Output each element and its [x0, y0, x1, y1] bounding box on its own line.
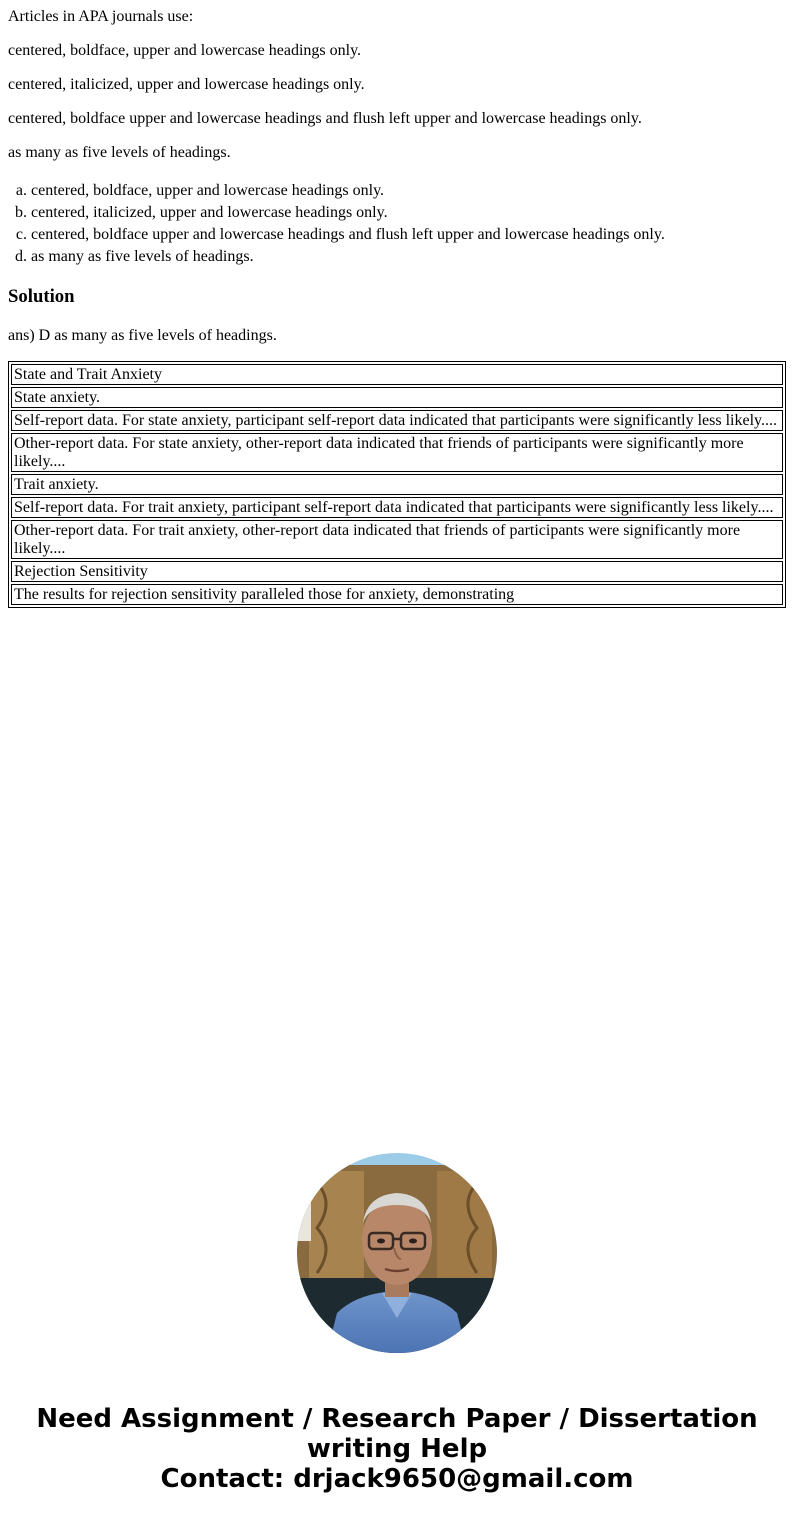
- table-row: [11, 433, 783, 472]
- table-cell: Self-report data. For state anxiety, participant self-report data indicated that participants were significantly less likely....: [11, 410, 783, 431]
- table-cell: Other-report data. For state anxiety, other-report data indicated that friends of participants were significantly more likely....: [11, 433, 783, 472]
- help-promo: [0, 1404, 794, 1494]
- table-cell: Self-report data. For trait anxiety, participant self-report data indicated that participants were significantly less likely....: [11, 497, 783, 518]
- table-cell: State and Trait Anxiety: [11, 364, 783, 385]
- choice-text-b: centered, italicized, upper and lowercase headings only.: [8, 76, 365, 93]
- list-item-d: d. as many as five levels of headings.: [31, 246, 665, 268]
- promo-contact: Contact: drjack9650@gmail.com: [160, 1464, 634, 1494]
- choice-text-a: centered, boldface, upper and lowercase headings only.: [8, 42, 362, 59]
- apa-heading-table: [8, 361, 786, 608]
- table-cell: The results for rejection sensitivity paralleled those for anxiety, demonstrating: [11, 584, 783, 605]
- list-item-a: a. centered, boldface, upper and lowercase headings only.: [31, 180, 665, 202]
- table-cell: Trait anxiety.: [11, 474, 783, 495]
- choice-list: [8, 180, 665, 268]
- choice-text-d: as many as five levels of headings.: [8, 144, 231, 161]
- promo-line-1: Need Assignment / Research Paper / Dissertation: [36, 1404, 758, 1434]
- table-row: [11, 387, 783, 408]
- table-row: [11, 520, 783, 559]
- question-prompt: Articles in APA journals use:: [8, 8, 194, 25]
- solution-answer: ans) D as many as five levels of headings.: [8, 327, 277, 344]
- solution-heading: Solution: [8, 286, 75, 307]
- author-avatar: [297, 1153, 497, 1353]
- list-item-c: c. centered, boldface upper and lowercase headings and flush left upper and lowercase headings only.: [31, 224, 665, 246]
- table-cell: Rejection Sensitivity: [11, 561, 783, 582]
- table-row: [11, 474, 783, 495]
- table-row: [11, 410, 783, 431]
- list-item-b: b. centered, italicized, upper and lowercase headings only.: [31, 202, 665, 224]
- table-row: [11, 561, 783, 582]
- table-row: [11, 497, 783, 518]
- table-row: [11, 364, 783, 385]
- promo-line-2: writing Help: [306, 1434, 488, 1464]
- table-row: [11, 584, 783, 605]
- table-cell: State anxiety.: [11, 387, 783, 408]
- choice-text-c: centered, boldface upper and lowercase headings and flush left upper and lowercase headings only.: [8, 110, 642, 127]
- table-cell: Other-report data. For trait anxiety, other-report data indicated that friends of participants were significantly more likely....: [11, 520, 783, 559]
- author-portrait-image: [297, 1153, 497, 1353]
